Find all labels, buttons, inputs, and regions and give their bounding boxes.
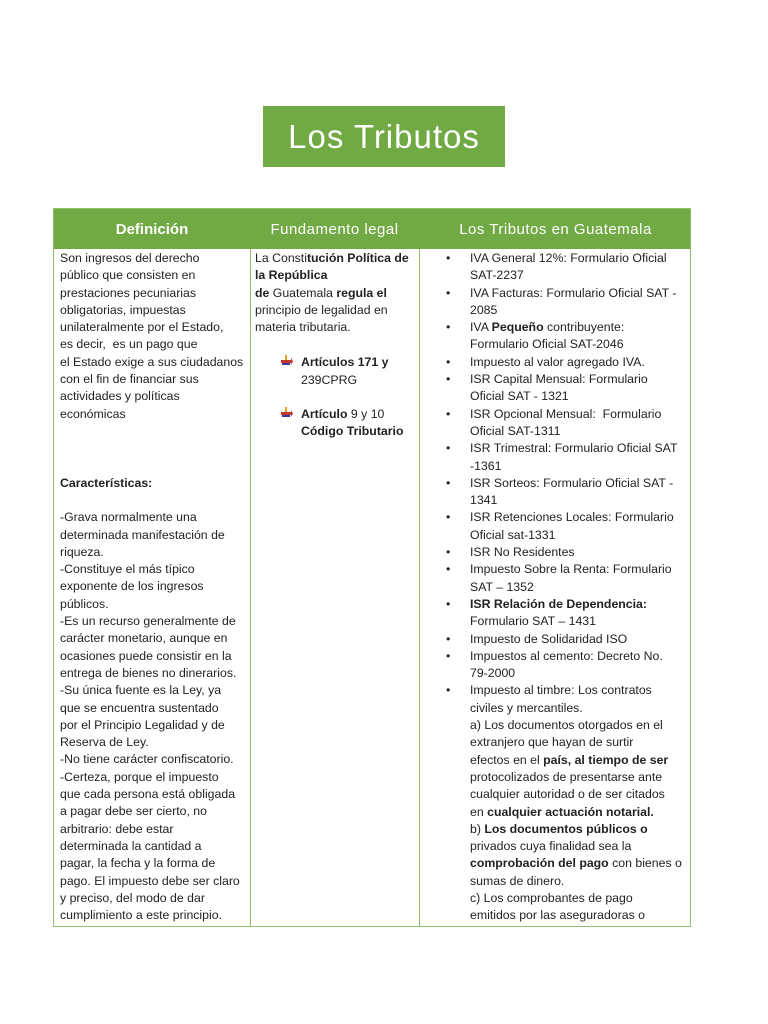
list-item: • ISR Capital Mensual: Formulario Oficial SAT - 1321 [446, 372, 648, 404]
list-item: • ISR Relación de Dependencia: Formulario SAT – 1431 [446, 596, 647, 629]
text-line: riqueza. [60, 544, 104, 559]
text-line: La Constitución Política de [255, 251, 409, 265]
text-line: cumplimiento a este principio. [60, 908, 222, 923]
text-line: materia tributaria. [255, 320, 351, 335]
tributos-list [447, 250, 691, 925]
text-line: determinada la cantidad a [60, 838, 202, 853]
list-item: • Impuestos al cemento: Decreto No. 79-2000 [446, 648, 663, 681]
legal-reference-item: Artículo 9 y 10 Código Tributario [255, 406, 415, 441]
text-line: públicos. [60, 596, 109, 611]
text-line: que cada persona está obligada [60, 787, 236, 802]
caracteristicas-text [60, 509, 248, 924]
header-tributos-guatemala: Los Tributos en Guatemala [459, 220, 652, 238]
text-line: actividades y políticas [60, 389, 180, 404]
list-item: • ISR Opcional Mensual: Formulario Oficial SAT-1311 [446, 406, 662, 438]
tributos-table [53, 208, 691, 927]
list-item: • IVA General 12%: Formulario Oficial SAT-2237 [446, 251, 667, 283]
list-item: • Impuesto de Solidaridad ISO [446, 631, 628, 646]
text-line: es decir, es un pago que [60, 337, 198, 352]
text-line: pagar, la fecha y la forma de [60, 856, 216, 871]
text-line: Reserva de Ley. [60, 735, 149, 750]
text-line: con el fin de financiar sus [60, 372, 199, 387]
text-line: Código Tributario [301, 424, 404, 439]
arrow-bullet-icon [281, 355, 293, 367]
text-line: obligatorias, impuestas [60, 302, 186, 317]
list-item: • ISR No Residentes [446, 545, 575, 560]
text-line: el Estado exige a sus ciudadanos [60, 354, 244, 369]
fundamento-cell [255, 249, 415, 458]
text-line: principio de legalidad en [255, 302, 388, 317]
text-line: -Grava normalmente una [60, 510, 197, 525]
list-item: • ISR Trimestral: Formulario Oficial SAT -1361 [446, 441, 678, 473]
text-line: unilateralmente por el Estado, [60, 320, 224, 335]
text-line: a pagar debe ser cierto, no [60, 804, 207, 819]
list-item: • IVA Facturas: Formulario Oficial SAT - 2085 [446, 285, 677, 317]
column-divider [250, 249, 251, 926]
text-line: y preciso, del modo de dar [60, 890, 205, 905]
text-line: económicas [60, 406, 126, 421]
text-line: Son ingresos del derecho [60, 251, 200, 265]
text-line: público que consisten en [60, 268, 196, 283]
header-definicion: Definición [115, 220, 189, 238]
text-line: por el Principio Legalidad y de [60, 717, 225, 732]
text-line: -Certeza, porque el impuesto [60, 769, 219, 784]
caracteristicas-heading: Características: [60, 475, 153, 490]
text-line: prestaciones pecuniarias [60, 285, 197, 300]
legal-references [255, 354, 415, 440]
text-line: arbitrario: debe estar [60, 821, 174, 836]
text-line: entrega de bienes no dinerarios. [60, 665, 237, 680]
tributos-cell [447, 249, 691, 925]
text-line: carácter monetario, aunque en [60, 631, 228, 646]
text-line: exponente de los ingresos [60, 579, 204, 594]
header-fundamento-legal: Fundamento legal [270, 220, 399, 238]
arrow-bullet-icon [281, 407, 293, 419]
text-line: 239CPRG [301, 372, 358, 387]
table-header [54, 209, 690, 249]
text-line: -Constituye el más típico [60, 562, 195, 577]
list-item: • Impuesto al valor agregado IVA. [446, 354, 645, 369]
definicion-text [60, 250, 248, 423]
page-title: Los Tributos [263, 106, 505, 167]
definicion-cell [60, 249, 248, 924]
legal-reference-item [255, 354, 415, 389]
text-line: -Su única fuente es la Ley, ya [60, 683, 222, 698]
text-line: de Guatemala regula el [255, 285, 387, 300]
text-line: determinada manifestación de [60, 527, 225, 542]
list-item: • Impuesto Sobre la Renta: Formulario SAT – 1352 [446, 562, 672, 594]
list-item-timbre: • Impuesto al timbre: Los contratos civiles y mercantiles. a) Los documentos otorgados en el extranjero que hayan de surtir efectos en el país, al tiempo de ser protocolizados de presentarse ante cualquier autoridad o de ser citados en cualquier actuación notarial. b) Los documentos públicos o privados cuya finalidad sea la comprobación del pago con bienes o sumas de dinero. c) Los comprobantes de pago emitidos por las aseguradoras o [446, 683, 682, 923]
text-line: que se encuentra sustentado [60, 700, 219, 715]
text-line: -No tiene carácter confiscatorio. [60, 752, 234, 767]
text-line: ocasiones puede consistir en la [60, 648, 232, 663]
text-line: Artículos 171 y [301, 355, 389, 370]
list-item: • IVA Pequeño contribuyente: Formulario Oficial SAT-2046 [446, 320, 625, 352]
list-item: • ISR Retenciones Locales: Formulario Oficial sat-1331 [446, 510, 674, 542]
list-item: • ISR Sorteos: Formulario Oficial SAT - 1341 [446, 475, 674, 508]
text-line: la República [255, 268, 328, 283]
text-line: -Es un recurso generalmente de [60, 614, 236, 629]
text-line: pago. El impuesto debe ser claro [60, 873, 240, 888]
column-divider [419, 249, 420, 926]
